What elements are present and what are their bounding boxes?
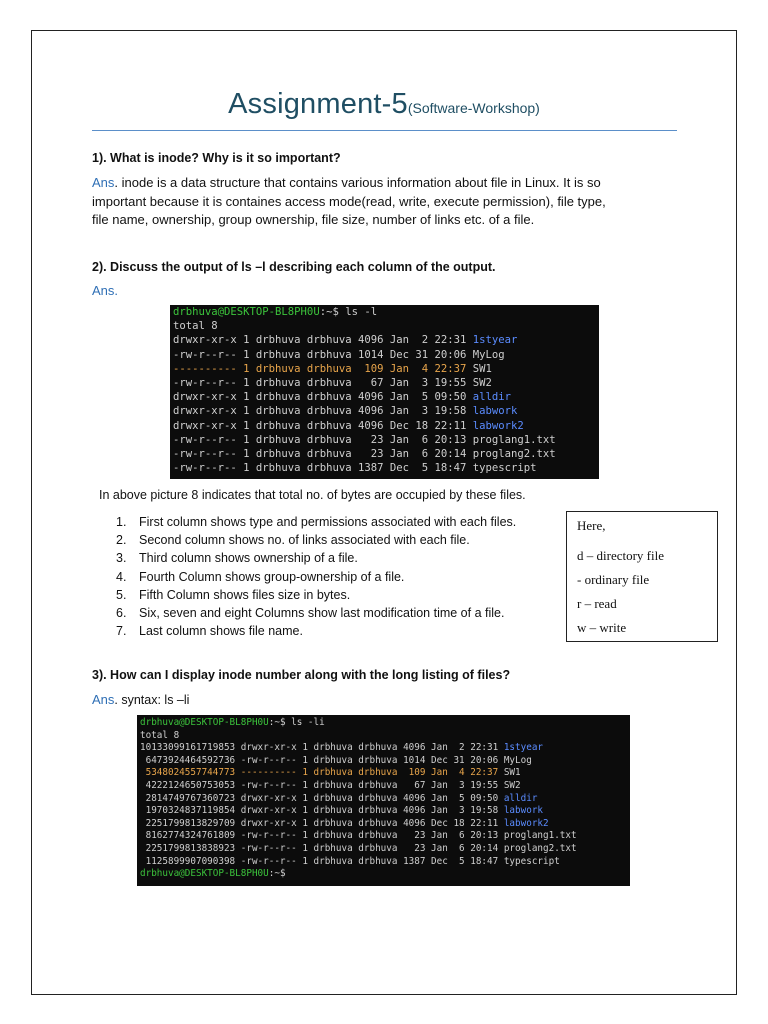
terminal-prompt-line [140, 717, 325, 728]
terminal-row [173, 391, 511, 403]
terminal-row-info: -rw-r--r-- 1 drbhuva drbhuva 23 Jan 6 20:13 [173, 433, 473, 446]
terminal-file-name: typescript [472, 462, 537, 475]
answer-3 [92, 691, 677, 710]
legend-line: - ordinary file [577, 572, 650, 587]
terminal-command: :~$ ls -li [268, 717, 325, 728]
list-item-number: 3. [116, 551, 127, 566]
terminal-row [140, 830, 577, 841]
terminal-row-info: -rw-r--r-- 1 drbhuva drbhuva 23 Jan 6 20:14 [173, 448, 473, 460]
list-item-text: Six, seven and eight Columns show last modification time of a file. [139, 606, 505, 621]
terminal-file-name: SW1 [503, 767, 521, 779]
terminal-file-name: MyLog [472, 348, 505, 361]
answer-1-line-1: Ans. inode is a data structure that contains various information about file in Linux. It is so [92, 175, 601, 190]
terminal-total [173, 320, 218, 332]
list-item-number: 6. [116, 606, 127, 621]
terminal-file-name: SW1 [472, 362, 492, 375]
terminal-row [173, 349, 505, 361]
terminal-row [173, 334, 517, 346]
terminal-command: :~$ [268, 868, 286, 880]
terminal-row-info: -rw-r--r-- 1 drbhuva drbhuva 67 Jan 3 19:55 [173, 377, 473, 389]
terminal-file-name: labwork2 [472, 419, 524, 432]
terminal-file-name: SW2 [503, 780, 521, 791]
syntax-text: . syntax: ls –li [114, 693, 190, 707]
terminal-row-info: 4222124650753053 -rw-r--r-- 1 drbhuva drbhuva 67 Jan 3 19:55 [140, 780, 504, 791]
terminal-total-text: total 8 [140, 729, 180, 741]
list-item [116, 513, 516, 531]
question-2: 2). Discuss the output of ls –l describing each column of the output. [92, 260, 496, 274]
terminal-end-prompt [140, 868, 286, 879]
terminal-row-info: 8162774324761809 -rw-r--r-- 1 drbhuva drbhuva 23 Jan 6 20:13 [140, 830, 504, 842]
terminal-row-info: 10133099161719853 drwxr-xr-x 1 drbhuva drbhuva 4096 Jan 2 22:31 [140, 742, 504, 754]
terminal-file-name: labwork [503, 805, 544, 817]
legend-line: Here, [577, 518, 606, 533]
terminal-row [173, 448, 556, 460]
list-item-number: 4. [116, 569, 127, 584]
list-item-number: 5. [116, 587, 127, 602]
list-item-text: Last column shows file name. [139, 624, 303, 639]
page-title [0, 88, 768, 121]
terminal-file-name: proglang1.txt [503, 830, 577, 842]
list-item-number: 1. [116, 515, 127, 529]
terminal-row-info: 2814749767360723 drwxr-xr-x 1 drbhuva drbhuva 4096 Jan 5 09:50 [140, 792, 504, 804]
terminal-row-info: -rw-r--r-- 1 drbhuva drbhuva 1387 Dec 5 18:47 [173, 462, 473, 475]
terminal-row [173, 405, 517, 417]
list-item-number: 7. [116, 624, 127, 639]
terminal-ls-li [137, 715, 630, 886]
list-item-text: Fifth Column shows files size in bytes. [139, 587, 351, 602]
terminal-total [140, 730, 179, 741]
terminal-row [140, 755, 532, 766]
terminal-row-info: 1970324837119854 drwxr-xr-x 1 drbhuva drbhuva 4096 Jan 3 19:58 [140, 805, 504, 817]
terminal-prompt-line [173, 306, 377, 318]
terminal-row [140, 805, 543, 816]
terminal-row [173, 363, 492, 375]
terminal-row [140, 818, 549, 829]
terminal-row-info: 5348024557744773 ---------- 1 drbhuva drbhuva 109 Jan 4 22:37 [140, 767, 504, 779]
terminal-file-name: alldir [472, 391, 512, 404]
terminal-file-name: labwork2 [503, 817, 549, 829]
terminal-row [140, 742, 543, 753]
answer-1-line-3: file name, ownership, group ownership, file size, number of links etc. of a file. [92, 212, 535, 227]
answer-2-label: Ans [92, 283, 115, 298]
terminal-file-name: MyLog [503, 754, 532, 766]
list-item [116, 549, 516, 567]
terminal-row [140, 843, 577, 854]
terminal-file-name: labwork [472, 405, 518, 418]
answer-2-label-line: Ans. [92, 283, 119, 298]
terminal-file-name: 1styear [472, 334, 518, 347]
list-item [116, 568, 516, 586]
terminal-ls-l [170, 305, 599, 479]
list-item [116, 531, 516, 549]
question-3: 3). How can I display inode number along with the long listing of files? [92, 668, 511, 682]
column-description-list [116, 513, 516, 640]
legend-line: d – directory file [577, 548, 664, 563]
terminal-file-name: proglang2.txt [503, 843, 577, 854]
total-note: In above picture 8 indicates that total no. of bytes are occupied by these files. [99, 488, 526, 502]
terminal-row-info: 2251799813838923 -rw-r--r-- 1 drbhuva drbhuva 23 Jan 6 20:14 [140, 843, 504, 854]
terminal-prompt: drbhuva@DESKTOP-BL8PH0U [140, 717, 269, 728]
terminal-row [140, 780, 521, 791]
terminal-row-info: drwxr-xr-x 1 drbhuva drbhuva 4096 Jan 5 09:50 [173, 391, 473, 404]
list-item-text: Third column shows ownership of a file. [139, 551, 358, 566]
terminal-row-info: ---------- 1 drbhuva drbhuva 109 Jan 4 22:37 [173, 362, 473, 375]
list-item [116, 604, 516, 622]
terminal-row-info: 6473924464592736 -rw-r--r-- 1 drbhuva drbhuva 1014 Dec 31 20:06 [140, 754, 504, 766]
title-sub: (Software-Workshop) [407, 100, 540, 116]
terminal-command: :~$ ls -l [319, 306, 378, 318]
terminal-file-name: alldir [503, 792, 538, 804]
terminal-file-name: proglang2.txt [472, 448, 556, 460]
terminal-row-info: drwxr-xr-x 1 drbhuva drbhuva 4096 Dec 18 22:11 [173, 419, 473, 432]
answer-3-label: Ans [92, 692, 115, 707]
title-main: Assignment-5 [228, 88, 408, 120]
terminal-row-info: drwxr-xr-x 1 drbhuva drbhuva 4096 Jan 2 22:31 [173, 334, 473, 347]
list-item-text: Second column shows no. of links associated with each file. [139, 533, 470, 548]
list-item-text: Fourth Column shows group-ownership of a file. [139, 569, 405, 584]
terminal-prompt: drbhuva@DESKTOP-BL8PH0U [140, 868, 269, 880]
terminal-row-info: -rw-r--r-- 1 drbhuva drbhuva 1014 Dec 31 20:06 [173, 348, 473, 361]
answer-1-line-2: important because it is containes access mode(read, write, execute permission), file type, [92, 193, 606, 209]
terminal-total-text: total 8 [173, 320, 218, 333]
title-underline [92, 130, 677, 131]
terminal-row [173, 377, 492, 389]
answer-1-label: Ans [92, 175, 115, 190]
terminal-row [140, 856, 560, 867]
terminal-row [173, 434, 556, 446]
legend-line: w – write [577, 620, 627, 635]
terminal-row-info: drwxr-xr-x 1 drbhuva drbhuva 4096 Jan 3 19:58 [173, 405, 473, 418]
legend-line: r – read [577, 596, 617, 611]
list-item-text: First column shows type and permissions associated with each files. [139, 515, 517, 529]
terminal-file-name: typescript [503, 855, 560, 867]
terminal-file-name: proglang1.txt [472, 433, 556, 446]
terminal-row-info: 1125899907090398 -rw-r--r-- 1 drbhuva drbhuva 1387 Dec 5 18:47 [140, 855, 504, 867]
legend-box [566, 511, 718, 642]
terminal-row [173, 420, 524, 432]
list-item [116, 622, 516, 640]
terminal-prompt: drbhuva@DESKTOP-BL8PH0U [173, 306, 320, 318]
answer-1 [92, 174, 677, 230]
terminal-file-name: SW2 [472, 377, 492, 389]
terminal-row [173, 462, 537, 474]
terminal-row-info: 2251799813829709 drwxr-xr-x 1 drbhuva drbhuva 4096 Dec 18 22:11 [140, 817, 504, 829]
terminal-row [140, 793, 537, 804]
terminal-row [140, 767, 521, 778]
list-item-number: 2. [116, 533, 127, 548]
terminal-file-name: 1styear [503, 742, 544, 754]
list-item [116, 586, 516, 604]
question-1: 1). What is inode? Why is it so important? [92, 151, 341, 165]
